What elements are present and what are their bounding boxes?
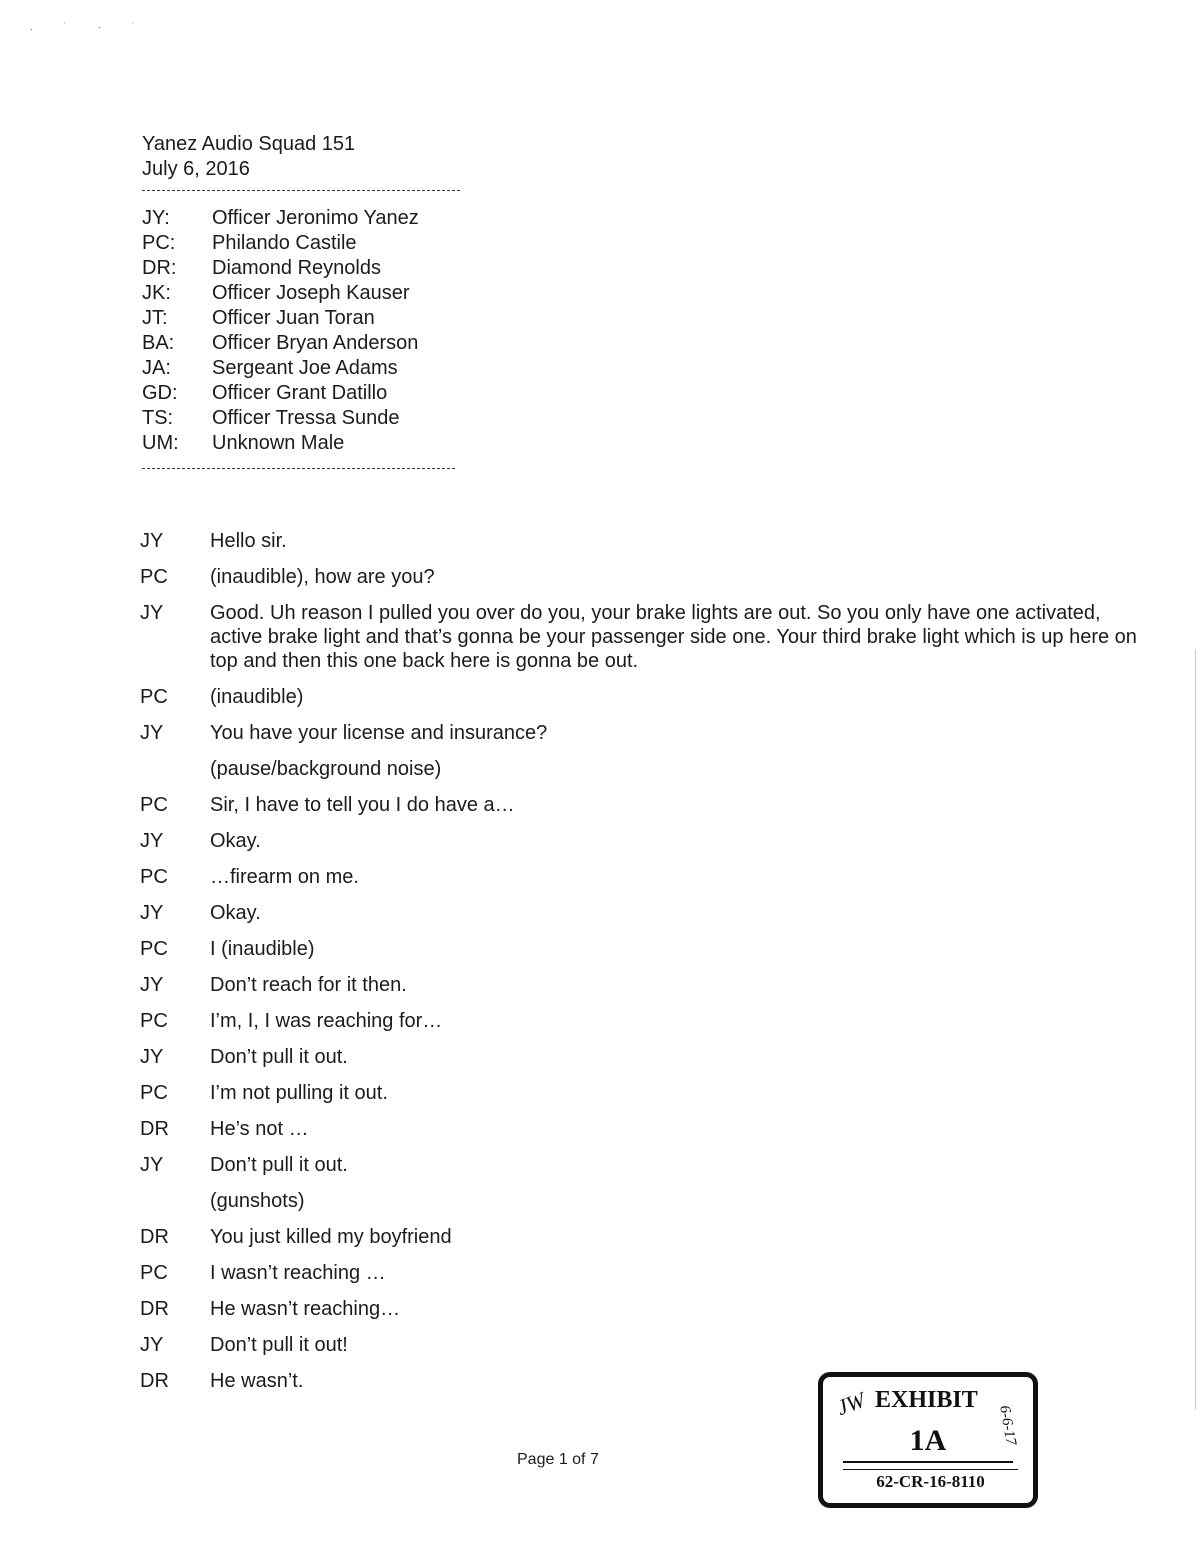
spoken-text: …firearm on me. [210, 866, 359, 888]
speaker-code: JY [140, 1046, 164, 1068]
legend-name: Officer Jeronimo Yanez [212, 207, 419, 229]
legend-row [142, 381, 419, 406]
spoken-text: Good. Uh reason I pulled you over do you, your brake lights are out. So you only have one activated, active brake light and that’s gonna be your passenger side one. Your third brake light which is up here on top and then this one back here is gonna be out. [210, 602, 1137, 672]
exhibit-stamp [818, 1372, 1038, 1508]
spoken-text: He wasn’t. [210, 1370, 304, 1392]
speaker-code: PC [140, 566, 168, 588]
transcript-line [140, 973, 1158, 997]
legend-name: Unknown Male [212, 432, 345, 454]
transcript-line [140, 865, 1158, 889]
transcript-line [140, 793, 1158, 817]
legend-row [142, 356, 419, 381]
spoken-text: I (inaudible) [210, 938, 315, 960]
spoken-text: Hello sir. [210, 530, 287, 552]
spoken-text: You just killed my boyfriend [210, 1226, 452, 1248]
dashed-divider-top [142, 190, 460, 191]
transcript-line [140, 565, 1158, 589]
transcript-body [140, 529, 1158, 1405]
speaker-code: JY [140, 1154, 164, 1176]
legend-code: UM: [142, 432, 179, 454]
spoken-text: I’m, I, I was reaching for… [210, 1010, 443, 1032]
spoken-text: Don’t pull it out. [210, 1046, 348, 1068]
speaker-legend [142, 206, 419, 456]
transcript-line [140, 1081, 1158, 1105]
legend-name: Officer Grant Datillo [212, 382, 388, 404]
spoken-text: I’m not pulling it out. [210, 1082, 388, 1104]
spoken-text: (gunshots) [210, 1190, 305, 1212]
legend-name: Officer Juan Toran [212, 307, 375, 329]
legend-name: Officer Joseph Kauser [212, 282, 410, 304]
spoken-text: You have your license and insurance? [210, 722, 548, 744]
legend-row [142, 256, 419, 281]
transcript-line [140, 1297, 1158, 1321]
speaker-code: PC [140, 1082, 168, 1104]
legend-name: Philando Castile [212, 232, 357, 254]
spoken-text: He’s not … [210, 1118, 309, 1140]
speaker-code: DR [140, 1298, 169, 1320]
speaker-code: JY [140, 1334, 164, 1356]
transcript-line [140, 685, 1158, 709]
speaker-code: JY [140, 602, 164, 624]
scan-specks: . ˙ · ˙ [30, 22, 150, 33]
spoken-text: Sir, I have to tell you I do have a… [210, 794, 515, 816]
legend-code: TS: [142, 407, 174, 429]
transcript-line [140, 721, 1158, 745]
transcript-line [140, 601, 1158, 673]
legend-code: PC: [142, 232, 176, 254]
transcript-line [140, 1153, 1158, 1177]
legend-code: JA: [142, 357, 171, 379]
page-number: Page 1 of 7 [517, 1451, 599, 1468]
speaker-code [140, 1189, 210, 1213]
spoken-text: Don’t pull it out! [210, 1334, 348, 1356]
transcript-line [140, 1009, 1158, 1033]
case-number: 62-CR-16-8110 [843, 1469, 1018, 1492]
transcript-line [140, 529, 1158, 553]
speaker-code: PC [140, 866, 168, 888]
spoken-text: He wasn’t reaching… [210, 1298, 401, 1320]
spoken-text: Okay. [210, 902, 261, 924]
transcript-line [140, 1117, 1158, 1141]
speaker-code [140, 757, 210, 781]
transcript-line [140, 937, 1158, 961]
scan-edge-line [1195, 650, 1196, 1410]
speaker-code: PC [140, 686, 168, 708]
legend-name: Officer Tressa Sunde [212, 407, 400, 429]
document-title: Yanez Audio Squad 151 [142, 133, 356, 155]
speaker-code: DR [140, 1370, 169, 1392]
document-date: July 6, 2016 [142, 158, 250, 180]
speaker-code: JY [140, 722, 164, 744]
spoken-text: Okay. [210, 830, 261, 852]
legend-code: JY: [142, 207, 170, 229]
stamp-date: 6-6-17 [996, 1404, 1019, 1447]
legend-code: GD: [142, 382, 178, 404]
stamp-title: EXHIBIT [875, 1387, 978, 1413]
transcript-line [140, 1189, 1158, 1213]
speaker-code: JY [140, 530, 164, 552]
stamp-initials: JW [833, 1386, 869, 1421]
speaker-code: PC [140, 1262, 168, 1284]
exhibit-number: 1A [843, 1421, 1013, 1463]
transcript-line [140, 829, 1158, 853]
legend-row [142, 231, 419, 256]
transcript-line [140, 757, 1158, 781]
speaker-code: JY [140, 902, 164, 924]
speaker-code: DR [140, 1118, 169, 1140]
legend-row [142, 331, 419, 356]
spoken-text: (pause/background noise) [210, 758, 442, 780]
legend-name: Diamond Reynolds [212, 257, 381, 279]
transcript-line [140, 1261, 1158, 1285]
transcript-header [142, 132, 355, 182]
spoken-text: (inaudible), how are you? [210, 566, 435, 588]
legend-name: Officer Bryan Anderson [212, 332, 419, 354]
speaker-code: PC [140, 794, 168, 816]
legend-row [142, 406, 419, 431]
legend-row [142, 281, 419, 306]
transcript-line [140, 1045, 1158, 1069]
speaker-code: DR [140, 1226, 169, 1248]
transcript-line [140, 901, 1158, 925]
legend-row [142, 206, 419, 231]
legend-code: JT: [142, 307, 168, 329]
legend-row [142, 431, 419, 456]
spoken-text: (inaudible) [210, 686, 304, 708]
spoken-text: Don’t pull it out. [210, 1154, 348, 1176]
legend-code: JK: [142, 282, 171, 304]
transcript-line [140, 1333, 1158, 1357]
dashed-divider-bottom [142, 468, 455, 469]
transcript-line [140, 1225, 1158, 1249]
speaker-code: JY [140, 974, 164, 996]
legend-name: Sergeant Joe Adams [212, 357, 398, 379]
speaker-code: PC [140, 938, 168, 960]
speaker-code: JY [140, 830, 164, 852]
legend-code: DR: [142, 257, 177, 279]
speaker-code: PC [140, 1010, 168, 1032]
spoken-text: I wasn’t reaching … [210, 1262, 386, 1284]
legend-code: BA: [142, 332, 175, 354]
legend-row [142, 306, 419, 331]
spoken-text: Don’t reach for it then. [210, 974, 407, 996]
